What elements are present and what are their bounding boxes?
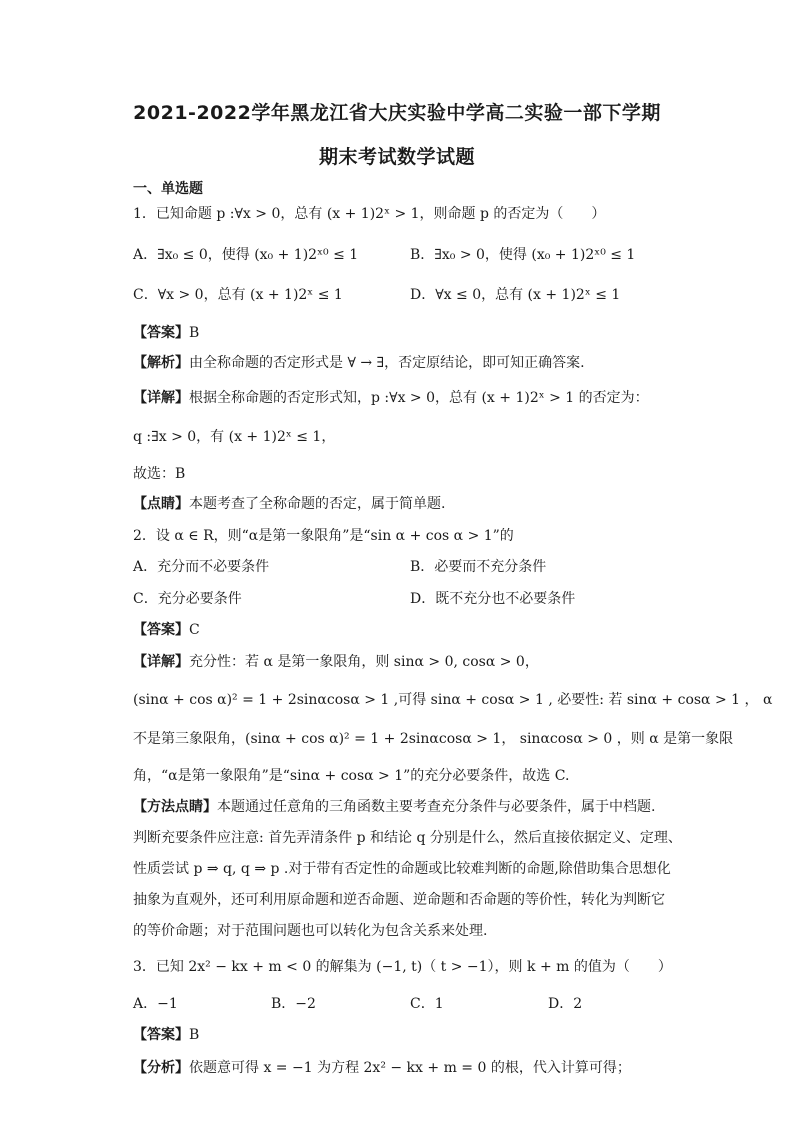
detail-text: 根据全称命题的否定形式知，p :∀x > 0，总有 (x + 1)2ˣ > 1 的否定为： — [189, 390, 649, 406]
answer-value: B — [189, 1027, 200, 1043]
q2-method-1 — [133, 797, 655, 817]
analysis-text: 由全称命题的否定形式是 ∀ → ∃，否定原结论，即可知正确答案. — [189, 355, 585, 371]
q2-method-4: 抽象为直观外，还可利用原命题和逆否命题、逆命题和否命题的等价性，转化为判断它 — [133, 892, 665, 908]
detail-tag: 【详解】 — [133, 654, 189, 670]
page-title-line2: 期末考试数学试题 — [318, 146, 475, 168]
q2-detail-3: 不是第三象限角，(sinα + cos α)² = 1 + 2sinαcosα > 1， sinαcosα > 0 ，则 α 是第一象限 — [133, 731, 734, 747]
comment-text: 本题考查了全称命题的否定，属于简单题. — [189, 496, 446, 512]
q1-answer — [133, 323, 199, 343]
q2-option-c: C．充分必要条件 — [133, 591, 242, 607]
answer-value: C — [189, 622, 200, 638]
answer-tag: 【答案】 — [133, 622, 189, 638]
comment-tag: 【点睛】 — [133, 496, 189, 512]
q2-option-a: A．充分而不必要条件 — [133, 559, 270, 575]
section-heading: 一、单选题 — [133, 181, 203, 197]
page-title-line1: 2021-2022学年黑龙江省大庆实验中学高二实验一部下学期 — [133, 102, 661, 124]
q3-option-a: A．−1 — [133, 996, 178, 1012]
q2-option-d: D．既不充分也不必要条件 — [410, 591, 576, 607]
method-text: 本题通过任意角的三角函数主要考查充分条件与必要条件，属于中档题. — [217, 799, 656, 815]
answer-tag: 【答案】 — [133, 1027, 189, 1043]
q2-option-b: B．必要而不充分条件 — [410, 559, 547, 575]
q3-option-b: B．−2 — [271, 996, 316, 1012]
q1-detail-3: 故选：B — [133, 466, 186, 482]
q1-detail-2: q :∃x > 0，有 (x + 1)2ˣ ≤ 1， — [133, 429, 336, 445]
detail-tag: 【详解】 — [133, 390, 189, 406]
q2-stem: 2．设 α ∈ R，则“α是第一象限角”是“sin α + cos α > 1”的 — [133, 528, 514, 544]
q2-method-3: 性质尝试 p ⇒ q, q ⇒ p .对于带有否定性的命题或比较难判断的命题,除借助集合思想化 — [133, 861, 671, 877]
q1-comment — [133, 494, 445, 514]
q1-stem: 1．已知命题 p :∀x > 0，总有 (x + 1)2ˣ > 1，则命题 p 的否定为（ ） — [133, 206, 606, 222]
answer-tag: 【答案】 — [133, 325, 189, 341]
method-tag: 【方法点睛】 — [133, 799, 217, 815]
analysis-tag: 【解析】 — [133, 355, 189, 371]
q3-answer — [133, 1025, 199, 1045]
q1-option-a: A．∃x₀ ≤ 0，使得 (x₀ + 1)2ˣ⁰ ≤ 1 — [133, 247, 359, 263]
q3-analysis — [133, 1058, 631, 1078]
q1-option-c: C．∀x > 0，总有 (x + 1)2ˣ ≤ 1 — [133, 287, 343, 303]
q3-option-c: C．1 — [410, 996, 444, 1012]
answer-value: B — [189, 325, 200, 341]
q3-option-d: D．2 — [548, 996, 583, 1012]
q2-detail-2: (sinα + cos α)² = 1 + 2sinαcosα > 1 ,可得 sinα + cosα > 1 , 必要性: 若 sinα + cosα > 1 ， α — [133, 692, 773, 708]
q1-option-d: D．∀x ≤ 0，总有 (x + 1)2ˣ ≤ 1 — [410, 287, 621, 303]
q2-answer — [133, 620, 200, 640]
q1-option-b: B．∃x₀ > 0，使得 (x₀ + 1)2ˣ⁰ ≤ 1 — [410, 247, 636, 263]
q2-detail-4: 角，“α是第一象限角”是“sinα + cosα > 1”的充分必要条件，故选 C. — [133, 768, 570, 784]
q2-method-2: 判断充要条件应注意: 首先弄清条件 p 和结论 q 分别是什么，然后直接依据定义、定理、 — [133, 830, 682, 846]
analysis-text: 依题意可得 x = −1 为方程 2x² − kx + m = 0 的根，代入计算可得； — [189, 1060, 631, 1076]
q1-detail-1 — [133, 388, 649, 408]
q2-method-5: 的等价命题；对于范围问题也可以转化为包含关系来处理. — [133, 923, 488, 939]
q2-detail-1 — [133, 652, 539, 672]
detail-text: 充分性：若 α 是第一象限角，则 sinα > 0, cosα > 0， — [189, 654, 539, 670]
q1-analysis — [133, 353, 585, 373]
analysis-tag: 【分析】 — [133, 1060, 189, 1076]
q3-stem: 3．已知 2x² − kx + m < 0 的解集为 (−1, t)（ t > −1），则 k + m 的值为（ ） — [133, 959, 672, 975]
